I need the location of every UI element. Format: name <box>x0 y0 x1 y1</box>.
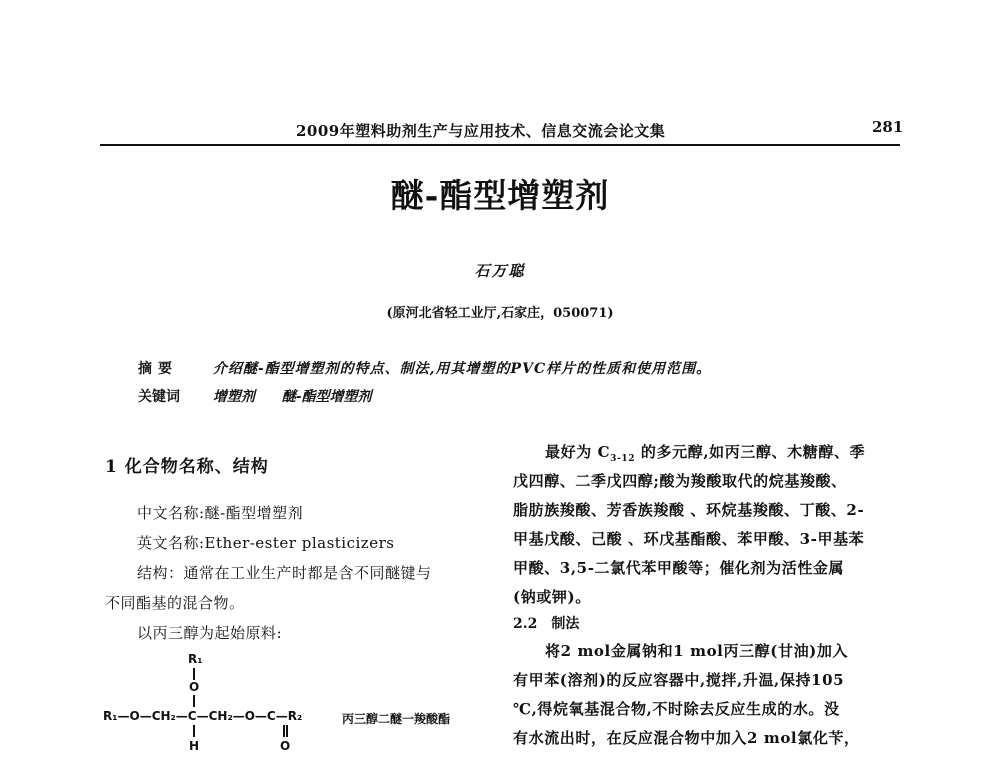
keyword-item: 增塑剂 <box>212 389 255 405</box>
formula-top-group: R₁ <box>188 652 203 666</box>
right-text-line: ℃,得烷氧基混合物,不时除去反应生成的水。没 <box>513 700 840 718</box>
structure-text: 结构：通常在工业生产时都是含不同醚键与 <box>137 564 432 582</box>
formula-carbonyl-oxygen: O <box>280 739 291 753</box>
text-fragment: 最好为 C <box>545 443 611 461</box>
formula-bond <box>193 668 195 680</box>
right-text-line: 有水流出时，在反应混合物中加入2 mol氯化苄， <box>513 729 860 747</box>
right-text-line: 有甲苯(溶剂)的反应容器中,搅拌,升温,保持105 <box>513 671 845 689</box>
right-text-line: 将2 mol金属钠和1 mol丙三醇(甘油)加入 <box>545 642 849 660</box>
formula-label: 丙三醇二醚一羧酸酯 <box>342 712 451 726</box>
structure-text-cont: 不同酯基的混合物。 <box>105 594 245 612</box>
affiliation: (原河北省轻工业厅,石家庄，050071) <box>386 306 614 321</box>
abstract-text: 介绍醚-酯型增塑剂的特点、制法,用其增塑的PVC样片的性质和使用范围。 <box>212 361 712 377</box>
abstract <box>138 358 711 378</box>
abstract-label: 摘要 <box>138 361 178 377</box>
header-divider <box>100 144 900 146</box>
english-name: 英文名称:Ether-ester plasticizers <box>137 534 395 552</box>
right-text-line: 甲基戊酸、己酸 、环戊基酯酸、苯甲酸、3-甲基苯 <box>513 530 865 548</box>
subscript: 3-12 <box>610 454 636 464</box>
chinese-name: 中文名称:醚-酯型增塑剂 <box>137 504 304 522</box>
formula-double-bond <box>286 725 288 737</box>
keywords <box>138 386 394 406</box>
formula-main-chain: R₁—O—CH₂—C—CH₂—O—C—R₂ <box>103 709 303 723</box>
right-text-line <box>513 441 935 464</box>
right-text-line: 脂肪族羧酸、芳香族羧酸 、环烷基羧酸、丁酸、2- <box>513 501 865 519</box>
paper-title: 醚-酯型增塑剂 <box>390 176 610 215</box>
right-text-line: (钠或钾)。 <box>513 588 591 606</box>
formula-bond <box>193 695 195 707</box>
formula-bottom-hydrogen: H <box>189 739 200 753</box>
formula-bond <box>193 725 195 737</box>
subsection-heading: 2.2 制法 <box>513 616 580 632</box>
right-text-line: 戊四醇、二季戊四醇;酸为羧酸取代的烷基羧酸、 <box>513 472 847 490</box>
keywords-label: 关键词 <box>138 389 180 405</box>
running-header: 2009年塑料助剂生产与应用技术、信息交流会论文集 <box>296 122 666 140</box>
author: 石万聪 <box>474 262 526 280</box>
formula-double-bond <box>283 725 285 737</box>
page-number: 281 <box>872 118 904 136</box>
right-text-line: 甲酸、3,5-二氯代苯甲酸等；催化剂为活性金属 <box>513 559 845 577</box>
text-fragment: 的多元醇,如丙三醇、木糖醇、季 <box>635 443 866 461</box>
formula-top-oxygen: O <box>189 680 200 694</box>
start-material-text: 以丙三醇为起始原料: <box>137 624 283 642</box>
keyword-item: 醚-酯型增塑剂 <box>281 389 372 405</box>
section-heading: 1 化合物名称、结构 <box>105 457 269 477</box>
